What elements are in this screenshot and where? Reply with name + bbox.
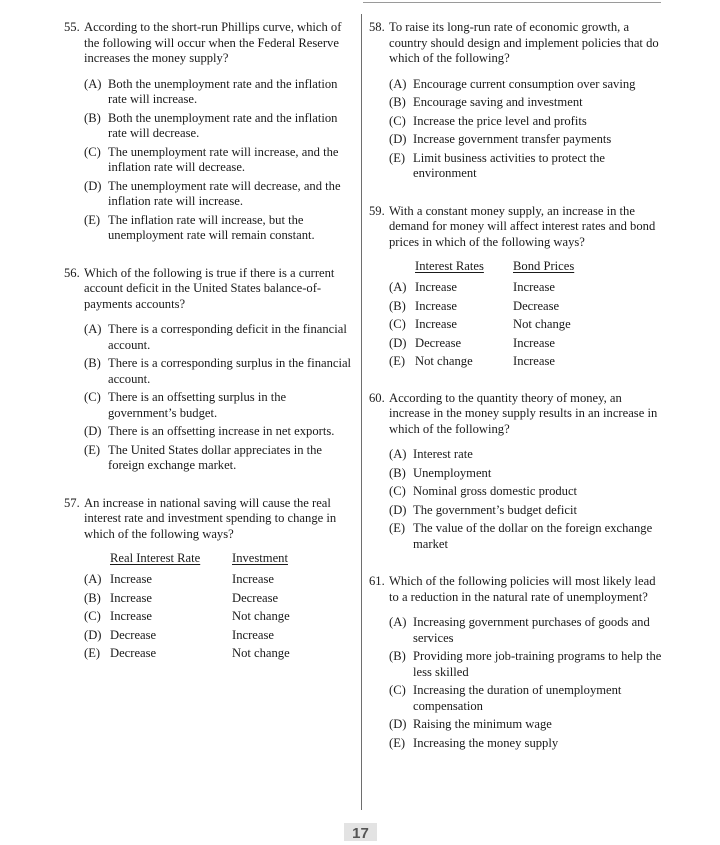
choice-label: (B): [84, 110, 101, 125]
choice-text: Increasing the duration of unemployment compensation: [413, 683, 622, 713]
choice-label: (A): [389, 280, 407, 294]
question-stem: According to the short-run Phillips curve, which of the following will occur when the Federal Reserve increases the money supply?: [84, 20, 342, 65]
question-number: 58.: [369, 20, 385, 34]
answer-choice[interactable]: [389, 484, 664, 500]
choice-text: Interest rate: [413, 447, 473, 462]
table-row[interactable]: [84, 591, 357, 610]
answer-choice[interactable]: [389, 503, 664, 519]
choice-label: (D): [84, 627, 102, 642]
answer-choice[interactable]: [84, 179, 357, 210]
choice-text: Increase the price level and profits: [413, 113, 587, 128]
choice-text: Nominal gross domestic product: [413, 484, 578, 499]
choice-label: (C): [389, 683, 406, 698]
choice-text: Both the unemployment rate and the inflation rate will decrease.: [108, 110, 338, 140]
table-row[interactable]: [84, 572, 357, 591]
question-57: [64, 496, 357, 665]
table-row[interactable]: [389, 336, 664, 355]
choice-label: (A): [389, 615, 407, 630]
table-row[interactable]: [84, 646, 357, 665]
answer-choice[interactable]: [84, 322, 357, 353]
choice-label: (E): [389, 354, 406, 369]
choice-text: Limit business activities to protect the environment: [413, 150, 606, 180]
choice-label: (E): [84, 212, 101, 227]
answer-table: [389, 259, 664, 373]
choice-label: (A): [389, 76, 407, 91]
answer-choice[interactable]: [389, 717, 664, 733]
table-cell: Not change: [415, 354, 473, 369]
choice-label: (B): [389, 649, 406, 664]
choice-label: (E): [84, 442, 101, 457]
choice-text: Both the unemployment rate and the inflation rate will increase.: [108, 76, 338, 106]
table-header: Interest Rates: [415, 259, 484, 273]
choice-label: (A): [389, 447, 407, 462]
answer-choice[interactable]: [389, 132, 664, 148]
table-cell: Increase: [513, 335, 555, 350]
question-number: 61.: [369, 574, 385, 589]
table-cell: Increase: [415, 317, 457, 332]
answer-choice[interactable]: [84, 356, 357, 387]
choice-label: (A): [84, 76, 102, 91]
question-stem: Which of the following is true if there is a current account deficit in the United States balance-of-payments accounts?: [84, 265, 335, 311]
table-row[interactable]: [389, 280, 664, 299]
question-stem: With a constant money supply, an increase in the demand for money will affect interest rates and bond prices in which of the following ways?: [389, 203, 656, 249]
table-cell: Decrease: [415, 335, 462, 350]
answer-choice[interactable]: [84, 443, 357, 474]
question-number: 60.: [369, 390, 385, 405]
table-cell: Not change: [513, 317, 571, 332]
choice-text: There is a corresponding deficit in the financial account.: [108, 322, 347, 352]
column-divider: [361, 14, 362, 810]
answer-choices: [84, 322, 357, 474]
table-row[interactable]: [84, 628, 357, 647]
question-number: 57.: [64, 495, 80, 510]
top-rule: [363, 2, 661, 3]
choice-label: (E): [389, 521, 406, 536]
answer-choice[interactable]: [84, 213, 357, 244]
question-stem: To raise its long-run rate of economic growth, a country should design and implement policies that do which of the following?: [389, 20, 659, 65]
choice-label: (A): [84, 322, 102, 336]
answer-choice[interactable]: [84, 111, 357, 142]
table-cell: Increase: [415, 298, 457, 313]
answer-choice[interactable]: [389, 521, 664, 552]
choice-label: (B): [389, 298, 406, 313]
choice-text: Unemployment: [413, 465, 492, 480]
question-55: [64, 20, 357, 244]
table-cell: Increase: [415, 280, 457, 294]
answer-choices: [389, 447, 664, 552]
choice-label: (C): [84, 390, 101, 404]
table-cell: Decrease: [513, 298, 560, 313]
table-cell: Decrease: [110, 627, 157, 642]
answer-choice[interactable]: [389, 615, 664, 646]
choice-text: The inflation rate will increase, but the unemployment rate will remain constant.: [108, 212, 315, 242]
answer-choice[interactable]: [84, 145, 357, 176]
table-cell: Increase: [110, 609, 152, 624]
table-cell: Not change: [232, 646, 290, 661]
right-column: [369, 20, 664, 754]
choice-text: There is an offsetting surplus in the government’s budget.: [108, 390, 287, 420]
answer-choices: [84, 77, 357, 244]
question-60: [369, 391, 664, 553]
choice-label: (D): [84, 178, 102, 193]
answer-choice[interactable]: [389, 736, 664, 752]
table-cell: Increase: [513, 280, 555, 294]
question-stem: Which of the following policies will most likely lead to a reduction in the natural rate of unemployment?: [389, 574, 656, 604]
answer-choice[interactable]: [389, 151, 664, 182]
choice-text: The United States dollar appreciates in the foreign exchange market.: [108, 442, 323, 472]
answer-choice[interactable]: [84, 77, 357, 108]
choice-label: (E): [84, 646, 101, 661]
choice-label: (B): [84, 590, 101, 605]
table-cell: Increase: [232, 627, 274, 642]
answer-choice[interactable]: [389, 77, 664, 93]
choice-label: (D): [84, 424, 102, 438]
answer-choice[interactable]: [84, 390, 357, 421]
table-header-row: [389, 259, 664, 280]
choice-label: (E): [389, 735, 406, 750]
table-cell: Not change: [232, 609, 290, 624]
question-number: 56.: [64, 265, 80, 280]
table-cell: Increase: [232, 572, 274, 586]
left-column: [64, 20, 357, 665]
choice-label: (C): [389, 484, 406, 499]
choice-text: The value of the dollar on the foreign exchange market: [413, 521, 653, 551]
choice-label: (D): [389, 502, 407, 517]
question-number: 59.: [369, 203, 385, 218]
choice-label: (E): [389, 150, 406, 165]
table-cell: Increase: [513, 354, 555, 369]
page-number: 17: [344, 823, 377, 841]
table-row[interactable]: [389, 354, 664, 373]
choice-label: (B): [84, 356, 101, 370]
choice-text: Encourage current consumption over saving: [413, 76, 636, 91]
table-row[interactable]: [389, 299, 664, 318]
answer-choice[interactable]: [84, 424, 357, 440]
answer-table: [84, 551, 357, 665]
answer-choice[interactable]: [389, 447, 664, 463]
answer-choices: [389, 77, 664, 182]
question-59: [369, 204, 664, 373]
choice-text: Raising the minimum wage: [413, 717, 552, 732]
choice-text: Providing more job-training programs to help the less skilled: [413, 649, 662, 679]
answer-choice[interactable]: [389, 95, 664, 111]
question-61: [369, 574, 664, 751]
answer-choices: [389, 615, 664, 751]
question-58: [369, 20, 664, 182]
question-stem: According to the quantity theory of money, an increase in the money supply results in an increase in which of the following?: [389, 390, 658, 436]
choice-text: Increasing the money supply: [413, 735, 559, 750]
table-header: Investment: [232, 551, 288, 565]
table-cell: Decrease: [110, 646, 157, 661]
table-cell: Increase: [110, 590, 152, 605]
choice-text: There is a corresponding surplus in the financial account.: [108, 356, 352, 386]
choice-text: The unemployment rate will decrease, and the inflation rate will increase.: [108, 178, 341, 208]
choice-label: (D): [389, 132, 407, 146]
choice-label: (A): [84, 572, 102, 586]
choice-label: (B): [389, 465, 406, 480]
answer-choice[interactable]: [389, 466, 664, 482]
question-number: 55.: [64, 20, 80, 34]
choice-label: (D): [389, 335, 407, 350]
table-header: Bond Prices: [513, 259, 575, 273]
choice-text: Increase government transfer payments: [413, 132, 612, 146]
question-56: [64, 266, 357, 474]
choice-label: (C): [389, 317, 406, 332]
choice-label: (B): [389, 95, 406, 109]
choice-label: (C): [389, 113, 406, 128]
choice-label: (D): [389, 717, 407, 732]
choice-text: Increasing government purchases of goods and services: [413, 615, 650, 645]
choice-text: The government’s budget deficit: [413, 502, 578, 517]
choice-text: The unemployment rate will increase, and the inflation rate will decrease.: [108, 144, 339, 174]
table-row[interactable]: [84, 609, 357, 628]
answer-choice[interactable]: [389, 683, 664, 714]
table-header-row: [84, 551, 357, 572]
answer-choice[interactable]: [389, 114, 664, 130]
table-cell: Increase: [110, 572, 152, 586]
answer-choice[interactable]: [389, 649, 664, 680]
question-stem: An increase in national saving will cause the real interest rate and investment spending to change in which of the following ways?: [84, 495, 337, 541]
choice-label: (C): [84, 609, 101, 624]
choice-text: There is an offsetting increase in net exports.: [108, 424, 335, 438]
table-header: Real Interest Rate: [110, 551, 201, 565]
table-cell: Decrease: [232, 590, 279, 605]
table-row[interactable]: [389, 317, 664, 336]
choice-text: Encourage saving and investment: [413, 95, 583, 109]
choice-label: (C): [84, 144, 101, 159]
